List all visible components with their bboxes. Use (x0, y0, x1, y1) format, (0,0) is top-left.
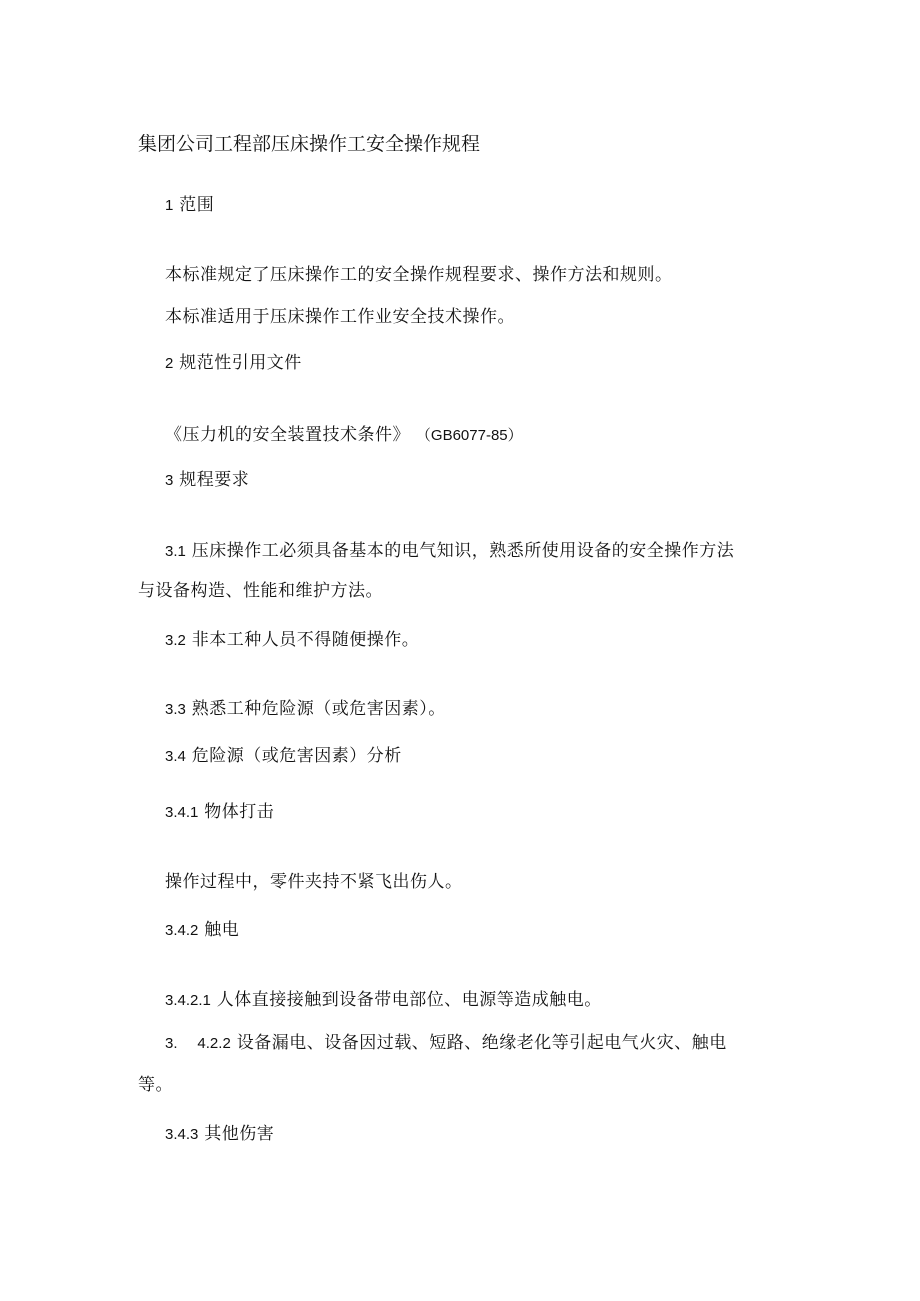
clause-text: 危险源（或危害因素）分析 (191, 746, 402, 766)
section-3-heading (165, 468, 249, 493)
clause-3-3 (165, 697, 446, 722)
clause-text: 触电 (204, 920, 240, 940)
section-heading-text: 规程要求 (179, 470, 250, 490)
section-number: 1 (165, 197, 174, 214)
clause-number: 3.4 (165, 748, 186, 765)
clause-number: 3.2 (165, 632, 186, 649)
clause-text: 非本工种人员不得随便操作。 (191, 630, 420, 650)
paragraph: 本标准适用于压床操作工作业安全技术操作。 (165, 307, 515, 327)
section-2-heading (165, 351, 302, 376)
clause-number: 3.4.1 (165, 804, 199, 821)
section-1-heading (165, 193, 214, 218)
section-heading-text: 规范性引用文件 (179, 353, 302, 373)
clause-text: 人体直接接触到设备带电部位、电源等造成触电。 (216, 990, 602, 1010)
section-number: 2 (165, 355, 174, 372)
clause-number: 3.4.3 (165, 1126, 199, 1143)
section-heading-text: 范围 (179, 195, 215, 215)
clause-text: 设备漏电、设备因过载、短路、绝缘老化等引起电气火灾、触电 (236, 1033, 727, 1053)
clause-3-1 (165, 539, 734, 564)
paragraph: 操作过程中，零件夹持不紧飞出伤人。 (165, 872, 463, 892)
reference-title: 《压力机的安全装置技术条件》 (165, 425, 410, 445)
clause-number: 3.1 (165, 543, 186, 560)
clause-3-1-continuation: 与设备构造、性能和维护方法。 (138, 581, 383, 601)
clause-number: 3.4.2 (165, 922, 199, 939)
reference-entry (165, 423, 523, 448)
clause-text: 其他伤害 (204, 1124, 275, 1144)
document-title: 集团公司工程部压床操作工安全操作规程 (138, 133, 481, 155)
clause-3-4-2 (165, 918, 239, 943)
clause-text: 压床操作工必须具备基本的电气知识，熟悉所使用设备的安全操作方法 (191, 541, 735, 561)
clause-3-4-2-2-continuation: 等。 (138, 1075, 173, 1095)
section-number: 3 (165, 472, 174, 489)
paragraph: 本标准规定了压床操作工的安全操作规程要求、操作方法和规则。 (165, 265, 673, 285)
clause-text: 物体打击 (204, 802, 275, 822)
clause-3-4-2-2 (165, 1031, 727, 1056)
clause-number-part: 4.2.2 (197, 1035, 231, 1052)
clause-3-4-2-1 (165, 988, 602, 1013)
clause-3-4-3 (165, 1122, 274, 1147)
clause-3-4-1 (165, 800, 274, 825)
clause-number: 3.3 (165, 701, 186, 718)
reference-code: （GB6077-85） (415, 427, 523, 444)
clause-3-2 (165, 628, 419, 653)
clause-3-4 (165, 744, 402, 769)
clause-number-part: 3. (165, 1035, 178, 1052)
clause-number: 3.4.2.1 (165, 992, 211, 1009)
clause-text: 熟悉工种危险源（或危害因素）。 (191, 699, 446, 719)
